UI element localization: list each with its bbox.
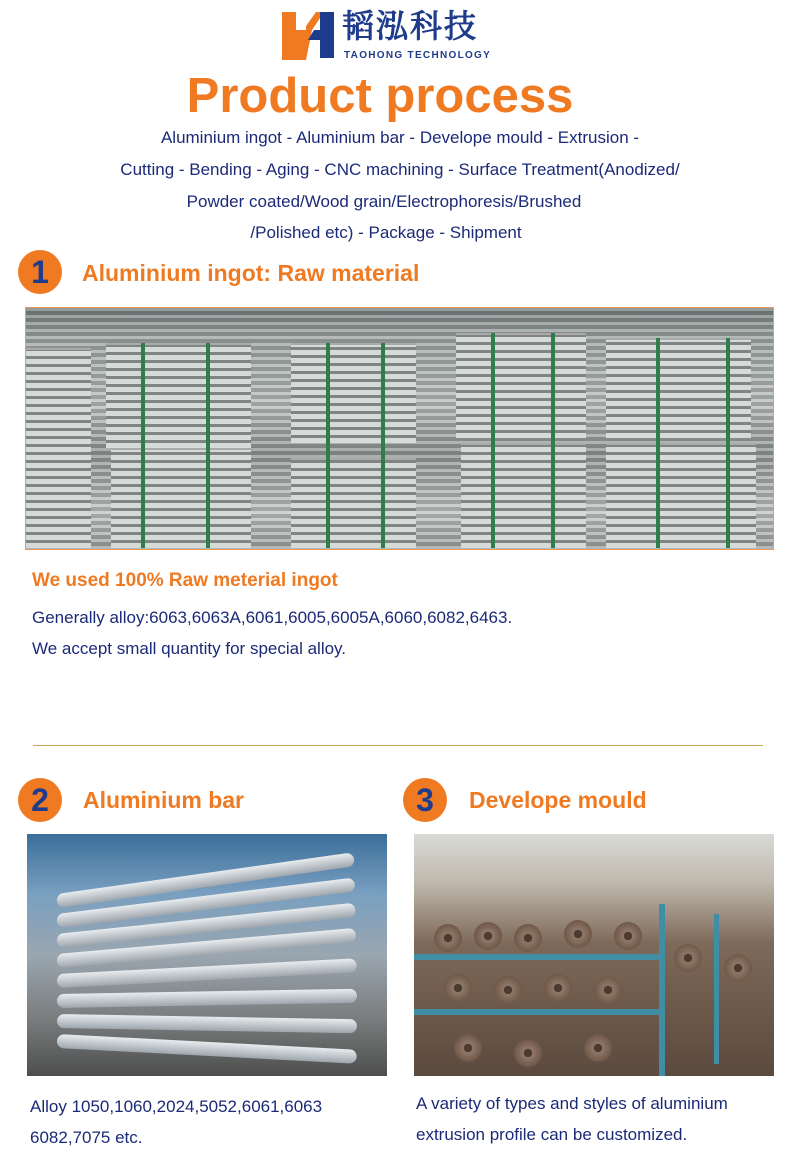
aluminium-bar-photo [27,834,387,1076]
process-line: Aluminium ingot - Aluminium bar - Develope mould - Extrusion - [160,128,640,147]
section-heading: Aluminium bar [83,787,245,813]
logo-icon [280,10,336,60]
logo-chinese-name: 韬泓科技 [342,7,479,45]
process-line: Cutting - Bending - Aging - CNC machining - Surface Treatment(Anodized/ [120,160,680,179]
section-heading: Develope mould [469,787,647,813]
page-title: Product process [186,69,574,123]
aluminium-ingot-photo [25,307,774,550]
step-number-badge: 1 [18,250,62,294]
logo-english-name: TAOHONG TECHNOLOGY [344,50,492,61]
section-text: Alloy 1050,1060,2024,5052,6061,6063 [30,1097,323,1116]
step-number-badge: 2 [18,778,62,822]
section-text: We accept small quantity for special alloy. [32,639,347,658]
section-subheading: We used 100% Raw meterial ingot [32,570,338,591]
section-text: 6082,7075 etc. [30,1128,143,1147]
divider [33,745,763,746]
process-line: /Polished etc) - Package - Shipment [250,223,522,242]
section-text: A variety of types and styles of aluminium [416,1094,728,1113]
step-number-badge: 3 [403,778,447,822]
section-text: extrusion profile can be customized. [416,1125,688,1144]
process-line: Powder coated/Wood grain/Electrophoresis/Brushed [186,192,582,211]
section-text: Generally alloy:6063,6063A,6061,6005,6005A,6060,6082,6463. [32,608,513,627]
extrusion-mould-photo [414,834,774,1076]
section-heading: Aluminium ingot: Raw material [82,260,420,286]
